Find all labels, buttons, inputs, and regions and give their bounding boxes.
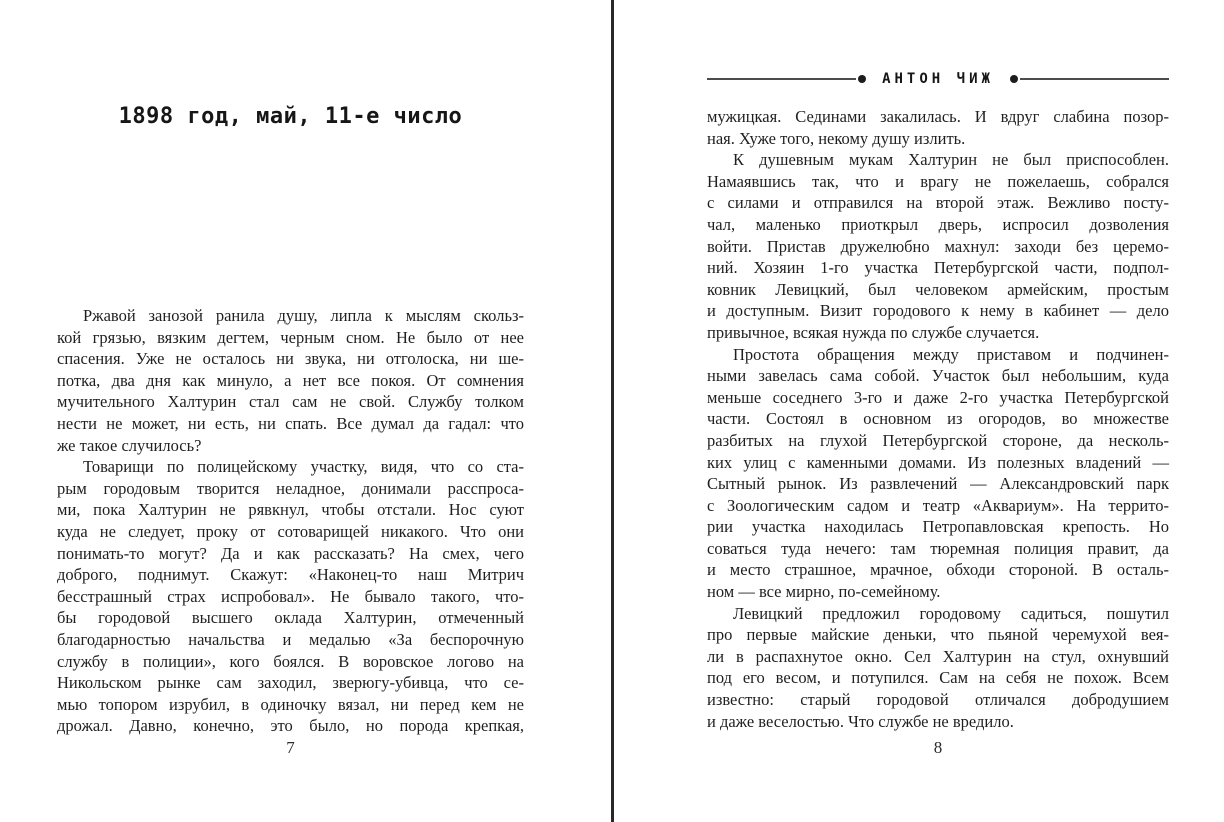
text-line: под его весом, и потупился. Сам на себя не похож. Всем: [707, 668, 1169, 688]
text-line: Товарищи по полицейскому участку, видя, что со ста-: [83, 457, 524, 477]
text-line: и доступным. Визит городового к нему в кабинет — дело: [707, 301, 1169, 321]
text-line: дрожал. Давно, конечно, это было, но порода крепкая,: [57, 716, 524, 736]
page-divider: [611, 0, 614, 822]
paragraph: [57, 305, 524, 456]
text-line: ном — все мирно, по-семейному.: [707, 582, 941, 602]
text-line: соваться туда нечего: там тюремная полиция правит, да: [707, 538, 1169, 558]
text-line: кой грязью, вязким дегтем, черным сном. Не было от нее: [57, 327, 524, 347]
page-number-right: 8: [933, 738, 943, 757]
left-page-body-text: [57, 305, 524, 737]
text-line: нести не может, ни есть, ни спать. Все думал да гадал: что: [57, 413, 524, 433]
text-line: разбитых на глухой Петербургской стороне, да несколь-: [707, 430, 1169, 450]
text-line: потка, два дня как минуло, а нет все покоя. От сомнения: [57, 370, 524, 390]
text-line: благодарностью начальства и медалью «За беспорочную: [57, 629, 524, 649]
header-rule-left: [707, 78, 856, 80]
text-line: привычное, всякая нужда по службе случается.: [707, 322, 1040, 342]
text-line: меньше соседнего 3-го и даже 2-го участка Петербургской: [707, 387, 1169, 407]
text-line: и место страшное, мрачное, обходи стороной. В осталь-: [707, 560, 1169, 580]
text-line: мью топором изрубил, в одиночку вязал, ни перед кем не: [57, 694, 524, 714]
text-line: ких улиц с каменными домами. Из полезных владений —: [707, 452, 1169, 472]
header-dot-left-icon: [858, 75, 866, 83]
text-line: ний. Хозяин 1-го участка Петербургской части, подпол-: [707, 258, 1169, 278]
text-line: Сытный рынок. Из развлечений — Александровский парк: [707, 474, 1169, 494]
left-page: [57, 0, 524, 822]
text-line: службу в полиции», кого боялся. В воровское логово на: [57, 651, 524, 671]
text-line: ми, пока Халтурин не рявкнул, чтобы отстали. Нос суют: [57, 500, 524, 520]
paragraph: [707, 149, 1169, 343]
text-line: же такое случилось?: [57, 435, 202, 455]
text-line: мужицкая. Сединами закалилась. И вдруг слабина позор-: [707, 107, 1169, 126]
text-line: про первые майские деньки, что пьяной черемухой вея-: [707, 625, 1169, 645]
text-line: ковник Левицкий, был человеком армейским, простым: [707, 279, 1169, 299]
text-line: рии участка находилась Петропавловская крепость. Но: [707, 517, 1169, 537]
text-line: мучительного Халтурин стал сам не свой. Службу толком: [57, 392, 524, 412]
text-line: ли в распахнутое окно. Сел Халтурин на стул, охнувший: [707, 646, 1169, 666]
text-line: с силами и отправился на второй этаж. Вежливо посту-: [707, 193, 1169, 213]
text-line: известно: старый городовой отличался добродушием: [707, 690, 1169, 710]
text-line: ная. Хуже того, некому душу излить.: [707, 128, 966, 148]
text-line: доброго, поднимут. Скажут: «Наконец-то наш Митрич: [57, 565, 524, 585]
text-line: Никольском рынке сам заходил, зверюгу-убивца, что се-: [57, 673, 524, 693]
text-line: бы городовой высшего оклада Халтурин, отмеченный: [57, 608, 524, 628]
paragraph: [707, 106, 1169, 149]
paragraph: [707, 603, 1169, 733]
text-line: понимать-то могут? Да и как рассказать? На смех, чего: [57, 543, 524, 563]
running-header-title: АНТОН ЧИЖ: [882, 71, 994, 87]
paragraph: [57, 456, 524, 737]
text-line: чал, маленько приоткрыл дверь, испросил дозволения: [707, 214, 1169, 234]
page-number-left: 7: [286, 738, 295, 757]
header-rule-right: [1020, 78, 1169, 80]
text-line: куда не следует, проку от сотоварищей никакого. Что они: [57, 521, 524, 541]
text-line: части. Состоял в основном из огородов, во множестве: [707, 409, 1169, 429]
text-line: рым городовым творится неладное, донимали расспроса-: [57, 478, 524, 498]
text-line: Намаявшись так, что и врагу не пожелаешь, собрался: [707, 171, 1169, 191]
text-line: ными завелась сама собой. Участок был небольшим, куда: [707, 366, 1169, 386]
text-line: Левицкий предложил городовому садиться, пошутил: [733, 603, 1169, 623]
text-line: бесстрашный страх испробовал». Не бывало такого, что-: [57, 586, 524, 606]
header-dot-right-icon: [1010, 75, 1018, 83]
chapter-heading: 1898 год, май, 11-е число: [118, 104, 463, 129]
text-line: и даже веселостью. Что службе не вредило.: [707, 711, 1014, 731]
text-line: Простота обращения между приставом и подчинен-: [733, 344, 1169, 364]
right-page: [707, 0, 1169, 822]
running-header: [707, 71, 1169, 87]
text-line: войти. Пристав дружелюбно махнул: заходи без церемо-: [707, 236, 1169, 256]
text-line: спасения. Уже не осталось ни звука, ни отголоска, ни ше-: [57, 349, 524, 369]
text-line: с Зоологическим садом и театр «Аквариум». На террито-: [707, 495, 1169, 515]
right-page-body-text: [707, 106, 1169, 732]
text-line: К душевным мукам Халтурин не был приспособлен.: [733, 150, 1169, 170]
paragraph: [707, 344, 1169, 603]
text-line: Ржавой занозой ранила душу, липла к мыслям скольз-: [83, 306, 524, 325]
